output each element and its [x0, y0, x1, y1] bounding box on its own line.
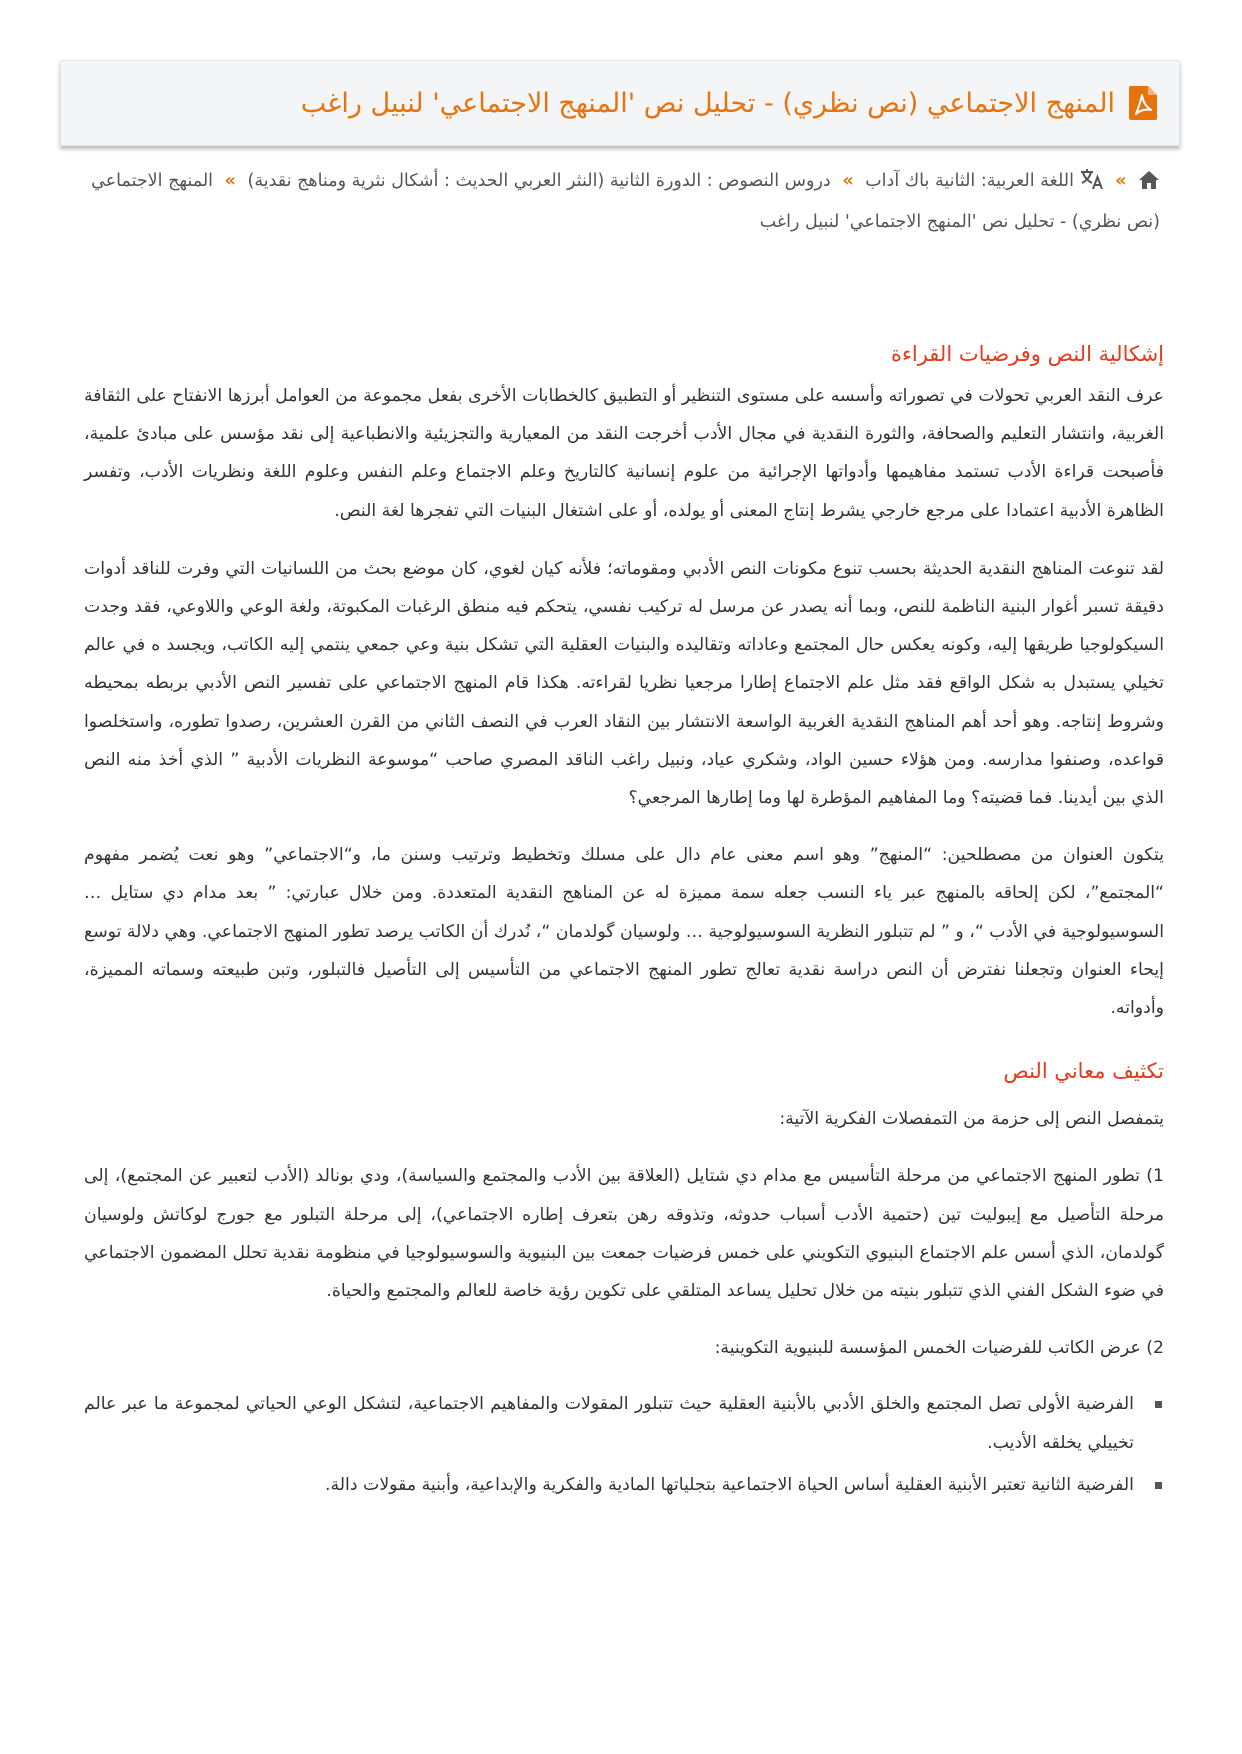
hypotheses-list	[84, 1385, 1164, 1504]
breadcrumb-separator: »	[1115, 171, 1127, 191]
breadcrumb-item-unit[interactable]: دروس النصوص : الدورة الثانية (النثر العربي الحديث : أشكال نثرية ومناهج نقدية)	[247, 171, 831, 191]
paragraph-intro: عرف النقد العربي تحولات في تصوراته وأسسه على مستوى التنظير أو التطبيق كالخطابات الأخرى بفعل مجموعة من العوامل أبرزها الانفتاح على الثقافة الغربية، وانتشار التعليم والصحافة، والثورة النقدية في مجال الأدب أخرجت النقد من المعيارية والتجزيئية والانطباعية إلى نقد مؤسس على مبادئ علمية، فأصبحت قراءة الأدب تستمد مفاهيمها وأدواتها الإجرائية من علوم إنسانية كالتاريخ وعلم الاجتماع وعلم النفس وعلوم اللغة ونظريات الأدب، وتفسر الظاهرة الأدبية اعتمادا على مرجع خارجي يشرط إنتاج المعنى أو يولده، أو على اشتغال البنيات التي تفجرها لغة النص.	[84, 386, 1164, 521]
section-heading-summary: تكثيف معاني النص	[1003, 1059, 1164, 1084]
pdf-icon	[1129, 86, 1157, 120]
paragraph-methods: لقد تنوعت المناهج النقدية الحديثة بحسب تنوع مكونات النص الأدبي ومقوماته؛ فلأنه كيان لغوي، كان موضع بحث من اللسانيات التي وفرت للناقد أدوات دقيقة تسبر أغوار البنية الناظمة للنص، وبما أنه يصدر عن مرسل له تركيب نفسي، يتحكم فيه منطق الرغبات المكبوتة، ولغة الوعي واللاوعي، فقد وجدت السيكولوجيا طريقها إليه، وكونه يعكس حال المجتمع وعاداته وتقاليده والبنيات العقلية التي تشكل بنية وعي جمعي ينتمي إليه الكاتب، ويجسد ه في عالم تخيلي يستبدل به شكل الواقع فقد مثل علم الاجتماع إطارا مرجعيا نظريا لقراءته. هكذا قام المنهج الاجتماعي على تفسير النص الأدبي بربطه بمحيطه وشروط إنتاجه. وهو أحد أهم المناهج النقدية الغربية الواسعة الانتشار بين النقاد العرب في النصف الثاني من القرن العشرين، رصدوا تطوره، واستخلصوا قواعده، وصنفوا مدارسه. ومن هؤلاء حسين الواد، وشكري عياد، ونبيل راغب الناقد المصري صاحب “موسوعة النظريات الأدبية ” الذي أخذ منه النص الذي بين أيدينا. فما قضيته؟ وما المفاهيم المؤطرة لها وما إطارها المرجعي؟	[84, 558, 1164, 809]
breadcrumb-item-subject[interactable]: اللغة العربية: الثانية باك آداب	[865, 171, 1074, 191]
page-title-bar	[60, 60, 1180, 146]
article-content	[84, 333, 1164, 1508]
paragraph-title-analysis: يتكون العنوان من مصطلحين: “المنهج” وهو اسم معنى عام دال على مسلك وتخطيط وترتيب وسنن ما، و“الاجتماعي” وهو نعت يُضمر مفهوم “المجتمع”، لكن إلحاقه بالمنهج عبر ياء النسب جعله سمة مميزة له عن المناهج النقدية المتعددة. ومن خلال عبارتي: ” بعد مدام دي ستايل … السوسيولوجية في الأدب “، و ” لم تتبلور النظرية السوسيولوجية … ولوسيان گولدمان “، نُدرك أن الكاتب يرصد تطور المنهج الاجتماعي. وهي دلالة توسع إيحاء العنوان وتجعلنا نفترض أن النص دراسة نقدية تعالج تطور المنهج الاجتماعي من التأسيس إلى التأصيل فالتبلور، وتبن طبيعته وسماته المميزة، وأدواته.	[84, 845, 1164, 1019]
list-item: الفرضية الأولى تصل المجتمع والخلق الأدبي بالأبنية العقلية حيث تتبلور المقولات والمفاهيم الاجتماعية، لتشكل الوعي الحياتي لمجموعة ما عبر عالم تخييلي يخلقه الأديب.	[84, 1385, 1164, 1461]
list-item: الفرضية الثانية تعتبر الأبنية العقلية أساس الحياة الاجتماعية بتجلياتها المادية والفكرية والإبداعية، وأبنية مقولات دالة.	[84, 1466, 1164, 1504]
breadcrumb-separator: »	[842, 171, 854, 191]
breadcrumb-separator: »	[224, 171, 236, 191]
paragraph-point-1: 1) تطور المنهج الاجتماعي من مرحلة التأسيس مع مدام دي شتايل (العلاقة بين الأدب والمجتمع والسياسة)، ودي بونالد (الأدب لتعبير عن المجتمع)، إلى مرحلة التأصيل مع إيبوليت تين (حتمية الأدب أسباب حدوثه، وتذوقه رهن بتعرف إطاره الاجتماعي)، إلى مرحلة التبلور مع جورج لوكاتش ولوسيان گولدمان، الذي أسس علم الاجتماع البنيوي التكويني على خمس فرضيات جمعت بين البنيوية والسوسيولوجيا في منظومة نقدية تحلل المضمون الاجتماعي في ضوء الشكل الفني الذي تتبلور بنيته من خلال تحليل يساعد المتلقي على تكوين رؤية خاصة للعالم والمجتمع والحياة.	[84, 1166, 1164, 1302]
paragraph-point-2: 2) عرض الكاتب للفرضيات الخمس المؤسسة للبنيوية التكوينية:	[714, 1338, 1164, 1359]
page-title: المنهج الاجتماعي (نص نظري) - تحليل نص 'المنهج الاجتماعي' لنبيل راغب	[300, 87, 1115, 119]
section-heading-problem: إشكالية النص وفرضيات القراءة	[891, 342, 1164, 366]
breadcrumb	[80, 163, 1160, 241]
paragraph-articulations: يتمفصل النص إلى حزمة من التمفصلات الفكرية الآتية:	[779, 1109, 1164, 1130]
breadcrumb-item-current: المنهج الاجتماعي (نص نظري) - تحليل نص 'المنهج الاجتماعي' لنبيل راغب	[91, 171, 1160, 232]
home-icon[interactable]	[1138, 167, 1160, 204]
translate-icon	[1080, 167, 1104, 204]
